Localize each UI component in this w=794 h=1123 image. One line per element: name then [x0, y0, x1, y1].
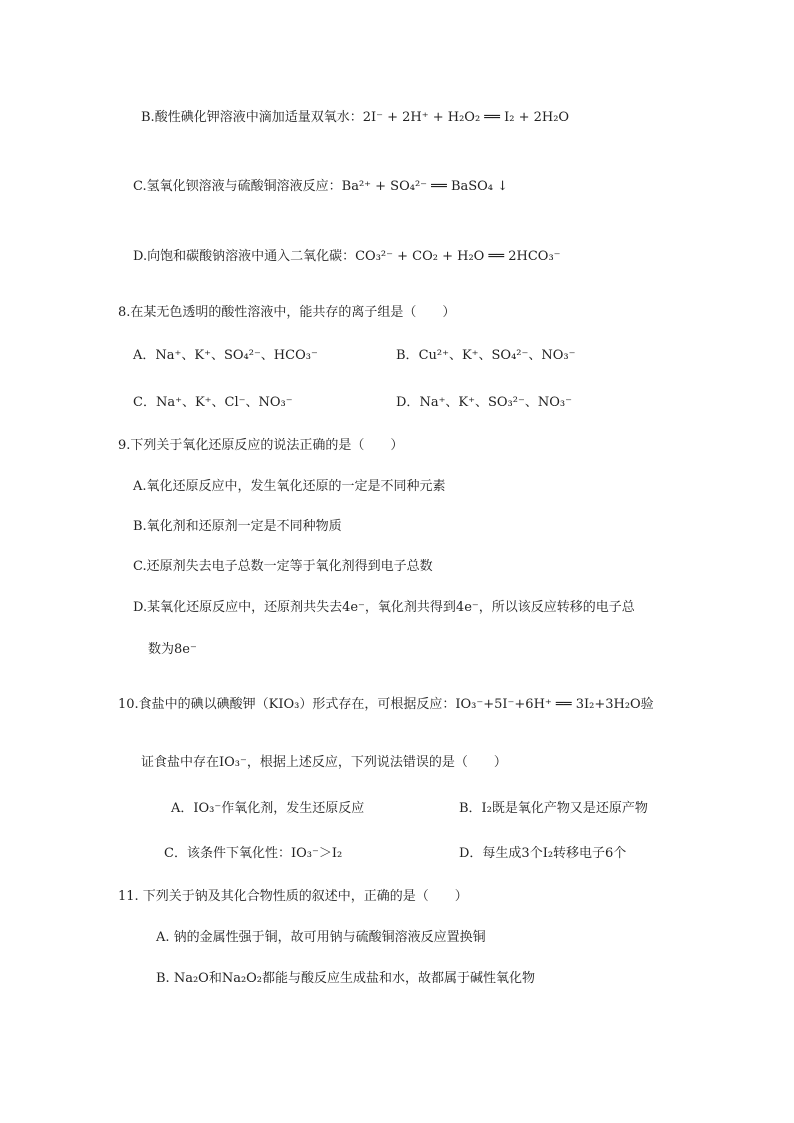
q9-stem: 9.下列关于氧化还原反应的说法正确的是（ ） — [118, 438, 404, 453]
q8-option-a-text: Na⁺、K⁺、SO₄²⁻、HCO₃⁻ — [155, 348, 318, 363]
q8-option-b-text: Cu²⁺、K⁺、SO₄²⁻、NO₃⁻ — [418, 348, 576, 363]
q8-option-c-text: Na⁺、K⁺、Cl⁻、NO₃⁻ — [155, 395, 293, 410]
q9-option-b: B.氧化剂和还原剂一定是不同种物质 — [133, 519, 342, 534]
q7-option-d-equation: CO₃²⁻ + CO₂ + H₂O ══ 2HCO₃⁻ — [355, 249, 561, 264]
q8-option-a-label: A． — [133, 348, 156, 363]
q8-option-a — [133, 348, 318, 364]
q10-stem-line2: 证食盐中存在IO₃⁻，根据上述反应，下列说法错误的是（ ） — [141, 755, 507, 770]
q7-option-c-equation: Ba²⁺ + SO₄²⁻ ══ BaSO₄ ↓ — [341, 179, 509, 194]
q9-option-d: D.某氧化还原反应中，还原剂共失去4e⁻，氧化剂共得到4e⁻，所以该反应转移的电子总 — [133, 600, 635, 615]
q8-option-c-label: C． — [133, 395, 156, 410]
q11-stem: 11. 下列关于钠及其化合物性质的叙述中，正确的是（ ） — [118, 889, 468, 904]
q8-option-b — [396, 348, 575, 364]
q7-option-b-label: B. — [141, 110, 155, 125]
q7-option-b-text: 酸性碘化钾溶液中滴加适量双氧水： — [154, 110, 363, 125]
q10-option-b: B．I₂既是氧化产物又是还原产物 — [459, 801, 648, 816]
q7-option-b — [141, 110, 569, 126]
q7-option-d-text: 向饱和碳酸钠溶液中通入二氧化碳： — [147, 249, 356, 264]
q8-option-b-label: B． — [396, 348, 419, 363]
q11-option-b: B. Na₂O和Na₂O₂都能与酸反应生成盐和水，故都属于碱性氧化物 — [156, 971, 536, 986]
q11-option-a: A. 钠的金属性强于铜，故可用钠与硫酸铜溶液反应置换铜 — [156, 930, 486, 945]
q8-stem: 8.在某无色透明的酸性溶液中，能共存的离子组是（ ） — [118, 305, 456, 320]
q8-option-d — [396, 395, 572, 411]
q8-option-c — [133, 395, 293, 411]
q8-option-d-label: D． — [396, 395, 420, 410]
q7-option-d-label: D. — [133, 249, 148, 264]
q7-option-b-equation: 2I⁻ + 2H⁺ + H₂O₂ ══ I₂ + 2H₂O — [362, 110, 570, 125]
q7-option-c-label: C. — [133, 179, 147, 194]
q7-option-c-text: 氢氧化钡溶液与硫酸铜溶液反应： — [146, 179, 342, 194]
q10-option-d: D．每生成3个I₂转移电子6个 — [459, 846, 627, 861]
q10-stem-line1: 10.食盐中的碘以碘酸钾（KIO₃）形式存在，可根据反应：IO₃⁻+5I⁻+6H⁺ ══ 3I₂+3H₂O验 — [118, 697, 654, 712]
q8-option-d-text: Na⁺、K⁺、SO₃²⁻、NO₃⁻ — [419, 395, 572, 410]
q10-option-a: A．IO₃⁻作氧化剂，发生还原反应 — [171, 801, 365, 816]
q9-option-d-continuation: 数为8e⁻ — [148, 642, 197, 657]
q9-option-a: A.氧化还原反应中，发生氧化还原的一定是不同种元素 — [133, 479, 446, 494]
q7-option-c — [133, 179, 508, 195]
q10-option-c: C．该条件下氧化性：IO₃⁻＞I₂ — [164, 846, 343, 861]
q9-option-c: C.还原剂失去电子总数一定等于氧化剂得到电子总数 — [133, 559, 433, 574]
q7-option-d — [133, 249, 561, 265]
